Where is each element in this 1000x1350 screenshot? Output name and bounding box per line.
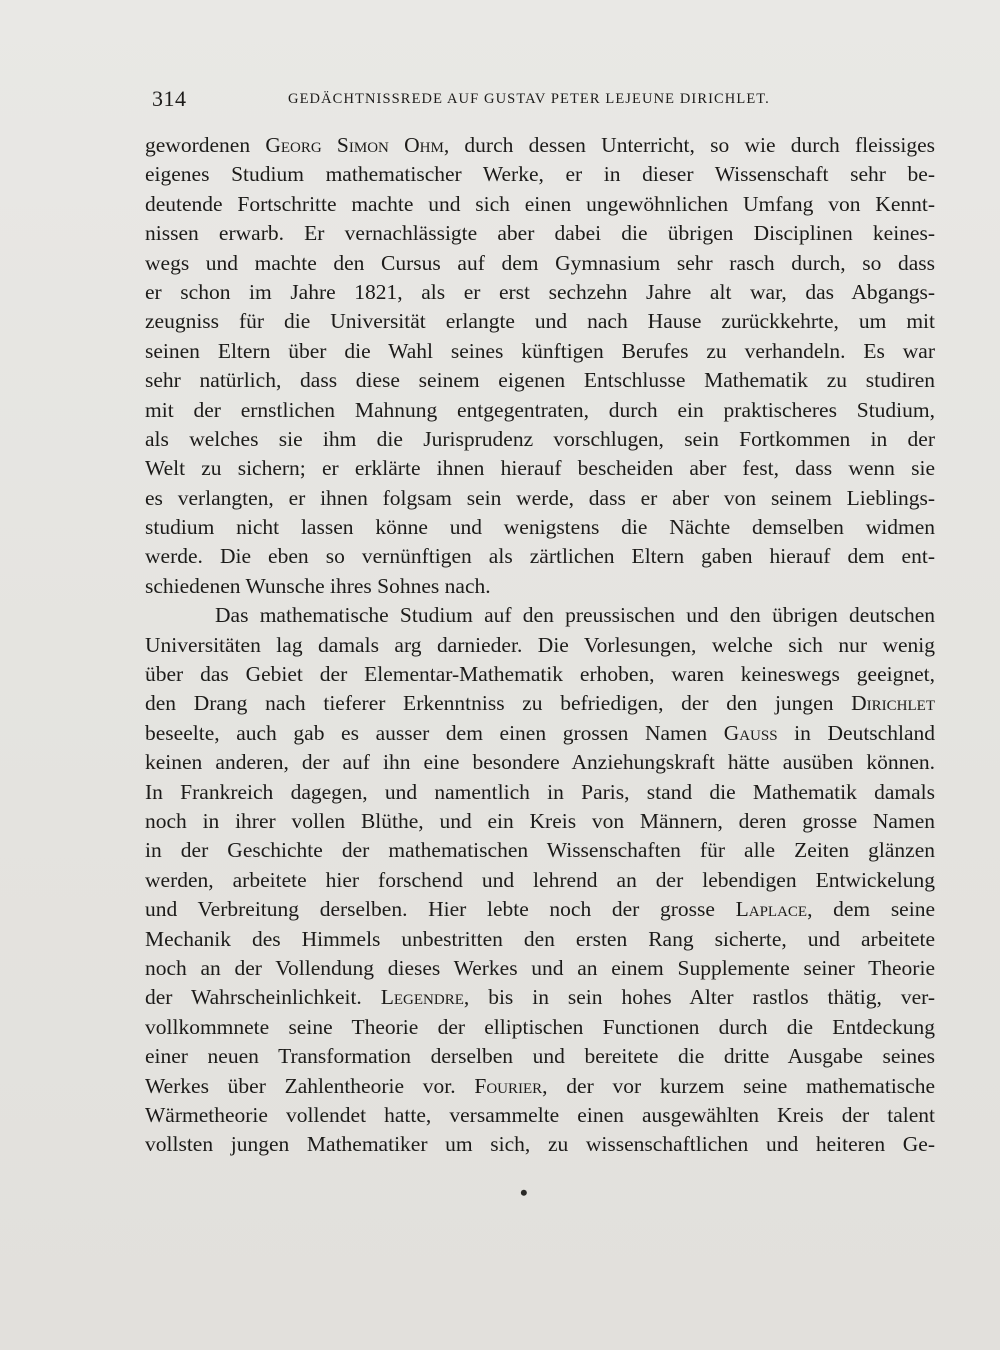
text-line: als welches sie ihm die Jurisprudenz vorschlugen, sein Fortkommen in der xyxy=(145,426,935,451)
text-line: werden, arbeitete hier forschend und lehrend an der lebendigen Entwickelung xyxy=(145,867,935,892)
person-name: Dirichlet xyxy=(851,691,935,716)
text-line: noch an der Vollendung dieses Werkes und an einem Supplemente seiner Theorie xyxy=(145,955,935,980)
text-line: deutende Fortschritte machte und sich einen ungewöhnlichen Umfang von Kennt- xyxy=(145,191,935,216)
person-name: Gauss xyxy=(723,720,778,745)
text-line: In Frankreich dagegen, und namentlich in Paris, stand die Mathematik damals xyxy=(145,779,935,804)
person-name: Georg Simon Ohm xyxy=(265,133,444,157)
text-line: Wärmetheorie vollendet hatte, versammelte einen ausgewählten Kreis der talent xyxy=(145,1102,935,1127)
text-line: sehr natürlich, dass diese seinem eigenen Entschlusse Mathematik zu studiren xyxy=(145,368,935,393)
text-line: noch in ihrer vollen Blüthe, und ein Kreis von Männern, deren grosse Namen xyxy=(145,808,935,833)
text-line: zeugniss für die Universität erlangte und nach Hause zurückkehrte, um mit xyxy=(145,309,935,334)
text-line: der Wahrscheinlichkeit. Legendre, bis in sein hohes Alter rastlos thätig, ver- xyxy=(145,985,935,1010)
text-line: keinen anderen, der auf ihn eine besondere Anziehungskraft hätte ausüben können. xyxy=(145,750,935,775)
person-name: Laplace xyxy=(735,897,808,922)
text-line: beseelte, auch gab es ausser dem einen grossen Namen Gauss in Deutschland xyxy=(145,720,935,745)
text-line: werde. Die eben so vernünftigen als zärtlichen Eltern gaben hierauf dem ent- xyxy=(145,544,935,569)
text-line: gewordenen Georg Simon Ohm, durch dessen Unterricht, so wie durch fleissiges xyxy=(145,133,935,157)
text-line: es verlangten, er ihnen folgsam sein werde, dass er aber von seinem Lieblings- xyxy=(145,485,935,510)
running-title: GEDÄCHTNISSREDE AUF GUSTAV PETER LEJEUNE DIRICHLET. xyxy=(288,91,770,107)
text-line: vollkommnete seine Theorie der elliptischen Functionen durch die Entdeckung xyxy=(145,1014,935,1039)
text-line: den Drang nach tieferer Erkenntniss zu befriedigen, der den jungen Dirichlet xyxy=(145,691,935,716)
text-line: wegs und machte den Cursus auf dem Gymnasium sehr rasch durch, so dass xyxy=(145,250,935,275)
person-name: Fourier xyxy=(474,1073,543,1098)
text-line: schiedenen Wunsche ihres Sohnes nach. xyxy=(145,573,491,598)
text-line: studium nicht lassen könne und wenigstens die Nächte demselben widmen xyxy=(145,515,935,540)
text-line: über das Gebiet der Elementar-Mathematik erhoben, waren keineswegs geeignet, xyxy=(145,662,935,687)
text-line: er schon im Jahre 1821, als er erst sechzehn Jahre alt war, das Abgangs- xyxy=(145,279,935,304)
text-line: Das mathematische Studium auf den preussischen und den übrigen deutschen xyxy=(215,603,935,628)
page-number: 314 xyxy=(152,86,187,111)
text-line: in der Geschichte der mathematischen Wissenschaften für alle Zeiten glänzen xyxy=(145,838,935,863)
body-text xyxy=(145,131,935,1160)
text-line: Universitäten lag damals arg darnieder. Die Vorlesungen, welche sich nur wenig xyxy=(145,632,935,657)
page-header xyxy=(150,86,940,116)
text-line: einer neuen Transformation derselben und bereitete die dritte Ausgabe seines xyxy=(145,1044,935,1069)
text-line: seinen Eltern über die Wahl seines künftigen Berufes zu verhandeln. Es war xyxy=(145,338,935,363)
text-line: Werkes über Zahlentheorie vor. Fourier, der vor kurzem seine mathematische xyxy=(145,1073,935,1098)
signature-mark: • xyxy=(520,1180,528,1205)
text-line: und Verbreitung derselben. Hier lebte noch der grosse Laplace, dem seine xyxy=(145,897,935,922)
text-line: Mechanik des Himmels unbestritten den ersten Rang sicherte, und arbeitete xyxy=(145,926,935,951)
text-line: Welt zu sichern; er erklärte ihnen hierauf bescheiden aber fest, dass wenn sie xyxy=(145,456,935,481)
person-name: Legendre xyxy=(380,985,464,1010)
text-line: eigenes Studium mathematischer Werke, er in dieser Wissenschaft sehr be- xyxy=(145,162,935,187)
text-line: mit der ernstlichen Mahnung entgegentraten, durch ein praktischeres Studium, xyxy=(145,397,935,422)
text-line: vollsten jungen Mathematiker um sich, zu wissenschaftlichen und heiteren Ge- xyxy=(145,1132,935,1157)
text-line: nissen erwarb. Er vernachlässigte aber dabei die übrigen Disciplinen keines- xyxy=(145,221,935,246)
